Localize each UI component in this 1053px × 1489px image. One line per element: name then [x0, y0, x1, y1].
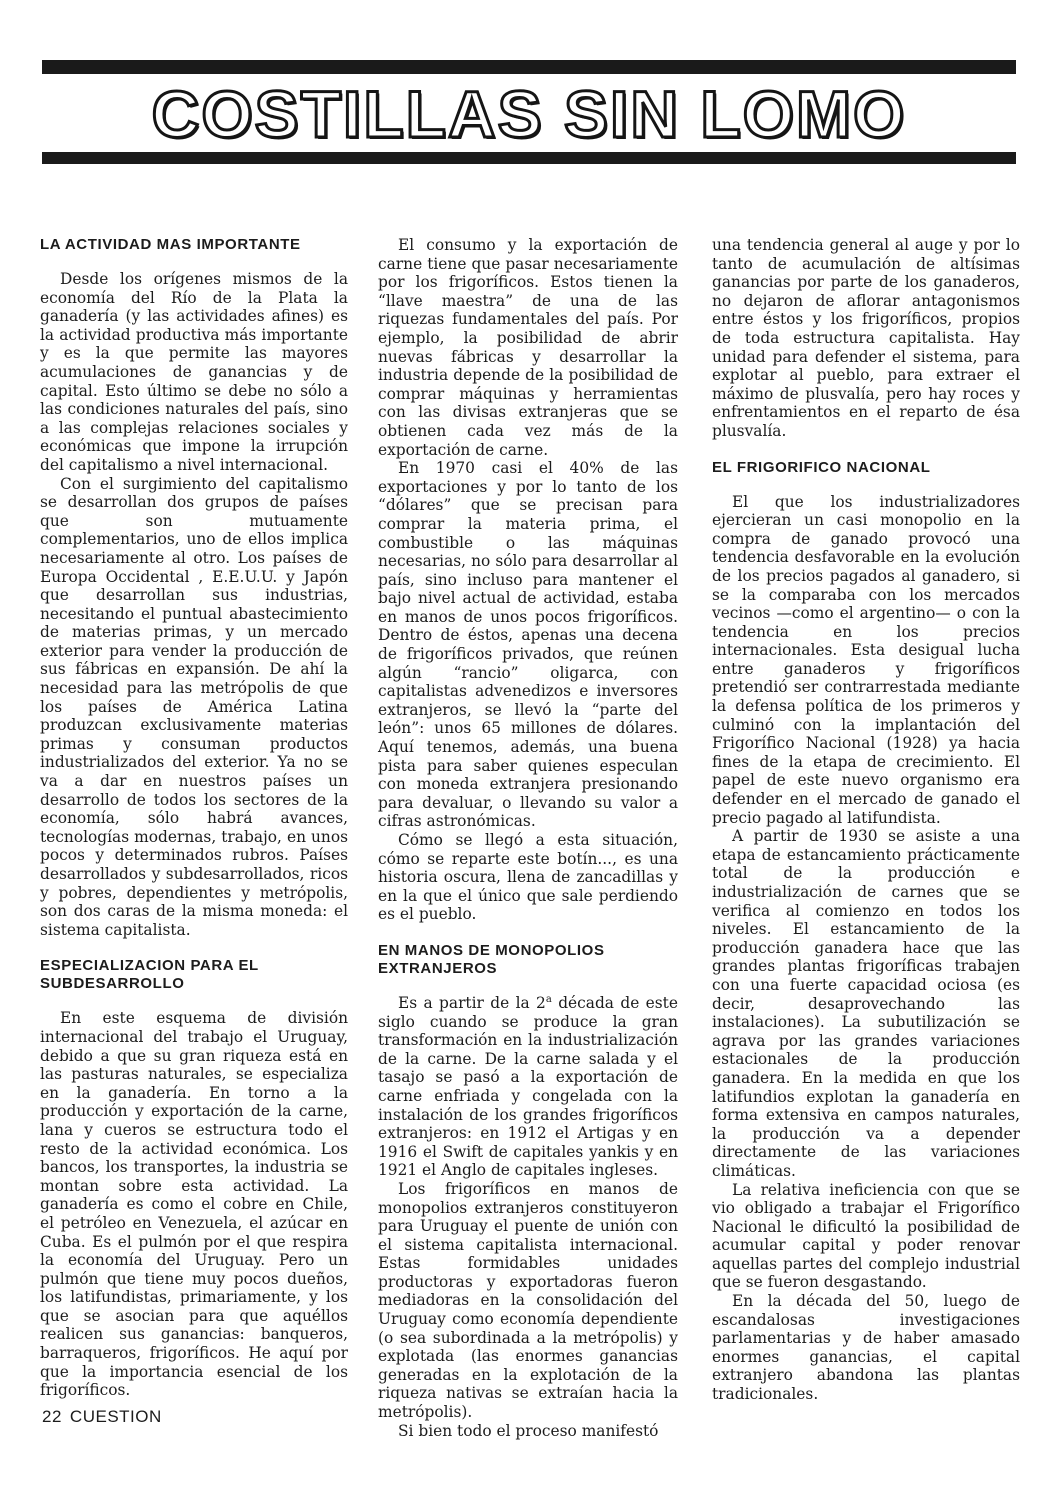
paragraph: El que los industrializadores ejercieran un casi monopolio en la compra de ganado provocó una tendencia desfavorable en la evolución de los precios pagados al ganadero, si se la comparaba con los mercados vecinos —como el argentino— o con la tendencia en los precios internacionales. Esta desigual lucha entre ganaderos y frigoríficos pretendió ser contrarrestada mediante la defensa política de los primeros y culminó con la implantación del Frigorífico Nacional (1928) ya hacia fines de la etapa de crecimiento. El papel de este nuevo organismo era defender en el mercado de ganado el precio pagado al latifundista.	[712, 492, 1020, 827]
page-footer	[42, 1406, 162, 1428]
paragraph: Los frigoríficos en manos de monopolios extranjeros constituyeron para Uruguay el puente de unión con el sistema capitalista internacional. Estas formidables unidades productoras y exportadoras fueron mediadoras en la consolidación del Uruguay como economía dependiente (o sea subordinada a la metrópolis) y explotada (las enormes ganancias generadas en la explotación de la riqueza nativas se extraían hacia la metrópolis).	[378, 1179, 678, 1422]
paragraph: En la década del 50, luego de escandalosas investigaciones parlamentarias y de haber amasado enormes ganancias, el capital extranjero abandona las plantas tradicionales.	[712, 1292, 1020, 1404]
paragraph: El consumo y la exportación de carne tiene que pasar necesariamente por los frigoríficos. Estos tienen la “llave maestra” de una de las riquezas fundamentales del país. Por ejemplo, la posibilidad de abrir nuevas fábricas y desarrollar la industria depende de la posibilidad de comprar máquinas y herramientas con las divisas extranjeras que se obtienen cada vez más de la exportación de carne.	[378, 236, 678, 459]
paragraph: En 1970 casi el 40% de las exportaciones y por lo tanto de los “dólares” que se precisan para comprar la materia prima, el combustible o las máquinas necesarias, no sólo para desarrollar al país, sino incluso para mantener el bajo nivel actual de actividad, estaba en manos de unos pocos frigoríficos. Dentro de éstos, apenas una decena de frigoríficos privados, que reúnen algún “rancio” oligarca, con capitalistas advenedizos e inversores extranjeros, se llevó la “parte del león”: unos 65 millones de dólares. Aquí tenemos, además, una buena pista para saber quienes especulan con moneda extranjera presionando para devaluar, o llevando su valor a cifras astronómicas.	[378, 459, 678, 831]
column-3	[712, 236, 1020, 1404]
paragraph: Desde los orígenes mismos de la economía del Río de la Plata la ganadería (y las actividades afines) es la actividad productiva más importante y es la que permite las mayores acumulaciones de ganancias y de capital. Esto último se debe no sólo a las condiciones naturales del país, sino a las complejas relaciones sociales y económicas que impone la irrupción del capitalismo a nivel internacional.	[40, 270, 348, 474]
section-heading-monopolios: EN MANOS DE MONOPOLIOS EXTRANJEROS	[378, 941, 605, 977]
column-1	[40, 236, 348, 1400]
column-2	[378, 236, 678, 1440]
section-heading-actividad: LA ACTIVIDAD MAS IMPORTANTE	[40, 236, 301, 253]
paragraph-text: década de este siglo cuando se produce la gran transformación en la industrialización de la carne. De la carne salada y el tasajo se pasó a la exportación de carne enfriada y congelada con la instalación de los grandes frigoríficos extranjeros: en 1912 el Artigas y en 1916 el Swift de capitales yankis y en 1921 el Anglo de capitales ingleses.	[378, 993, 678, 1180]
paragraph	[378, 994, 678, 1180]
paragraph: Cómo se llegó a esta situación, cómo se reparte este botín..., es una historia oscura, llena de zancadillas y en la que el único que sale perdiendo es el pueblo.	[378, 831, 678, 924]
section-heading-nacional: EL FRIGORIFICO NACIONAL	[712, 458, 931, 476]
paragraph: Si bien todo el proceso manifestó	[398, 1421, 659, 1440]
paragraph: La relativa ineficiencia con que se vio obligado a trabajar el Frigorífico Nacional le dificultó la posibilidad de acumular capital y poder renovar aquellas partes del complejo industrial que se fueron desgastando.	[712, 1180, 1020, 1292]
paragraph: Con el surgimiento del capitalismo se desarrollan dos grupos de países que son mutuamente complementarios, uno de ellos implica necesariamente al otro. Los países de Europa Occidental , E.E.U.U. y Japón que desarrollan sus industrias, necesitando el puntual abastecimiento de materias primas, y un mercado exterior para vender la producción de sus fábricas en expansión. De ahí la necesidad para las metrópolis de que los países de América Latina produzcan exclusivamente materias primas y consuman productos industrializados del exterior. Ya no se va a dar en nuestros países un desarrollo de todos los sectores de la economía, sólo habrá avances, tecnologías modernas, trabajo, en unos pocos y determinados rubros. Países desarrollados y subdesarrollados, ricos y pobres, dependientes y metrópolis, son dos caras de la misma moneda: el sistema capitalista.	[40, 474, 348, 939]
title-band-top	[42, 60, 1016, 74]
page-title: COSTILLAS SIN LOMO	[151, 77, 907, 151]
ordinal-superscript: a	[545, 993, 552, 1005]
page-number: 22	[42, 1407, 62, 1426]
title-band-bottom	[42, 152, 1016, 164]
paragraph-text: Es a partir de la 2	[398, 993, 546, 1012]
publication-name: CUESTION	[69, 1407, 162, 1426]
section-heading-especializacion: ESPECIALIZACION PARA EL SUBDESARROLLO	[40, 957, 259, 993]
paragraph: A partir de 1930 se asiste a una etapa de estancamiento prácticamente total de la producción e industrialización de carnes que se verifica al comienzo en todos los niveles. El estancamiento de la producción ganadera hace que las grandes plantas frigoríficas trabajen con una fuerte capacidad ociosa (es decir, desaprovechando las instalaciones). La subutilización se agrava por las grandes variaciones estacionales de la producción ganadera. En la medida en que los latifundios explotan la ganadería en forma extensiva en campos naturales, la producción va a depender directamente de las variaciones climáticas.	[712, 827, 1020, 1180]
paragraph: En este esquema de división internacional del trabajo el Uruguay, debido a que su gran riqueza está en las pasturas naturales, se especializa en la ganadería. En torno a la producción y exportación de la carne, lana y cueros se estructura todo el resto de la actividad económica. Los bancos, los transportes, la industria se montan sobre esta actividad. La ganadería es como el cobre en Chile, el petróleo en Venezuela, el azúcar en Cuba. Es el pulmón por el que respira la economía del Uruguay. Pero un pulmón que tiene muy pocos dueños, los latifundistas, primariamente, y los que se asocian para que aquéllos realicen sus ganancias: banqueros, barraqueros, frigoríficos. He aquí por que la importancia esencial de los frigoríficos.	[40, 1009, 348, 1400]
paragraph: una tendencia general al auge y por lo tanto de acumulación de altísimas ganancias por parte de los ganaderos, no dejaron de aflorar antagonismos entre éstos y los frigoríficos, propios de toda estructura capitalista. Hay unidad para defender el sistema, para explotar al pueblo, para extraer el máximo de plusvalía, pero hay roces y enfrentamientos en el reparto de ésa plusvalía.	[712, 236, 1020, 440]
